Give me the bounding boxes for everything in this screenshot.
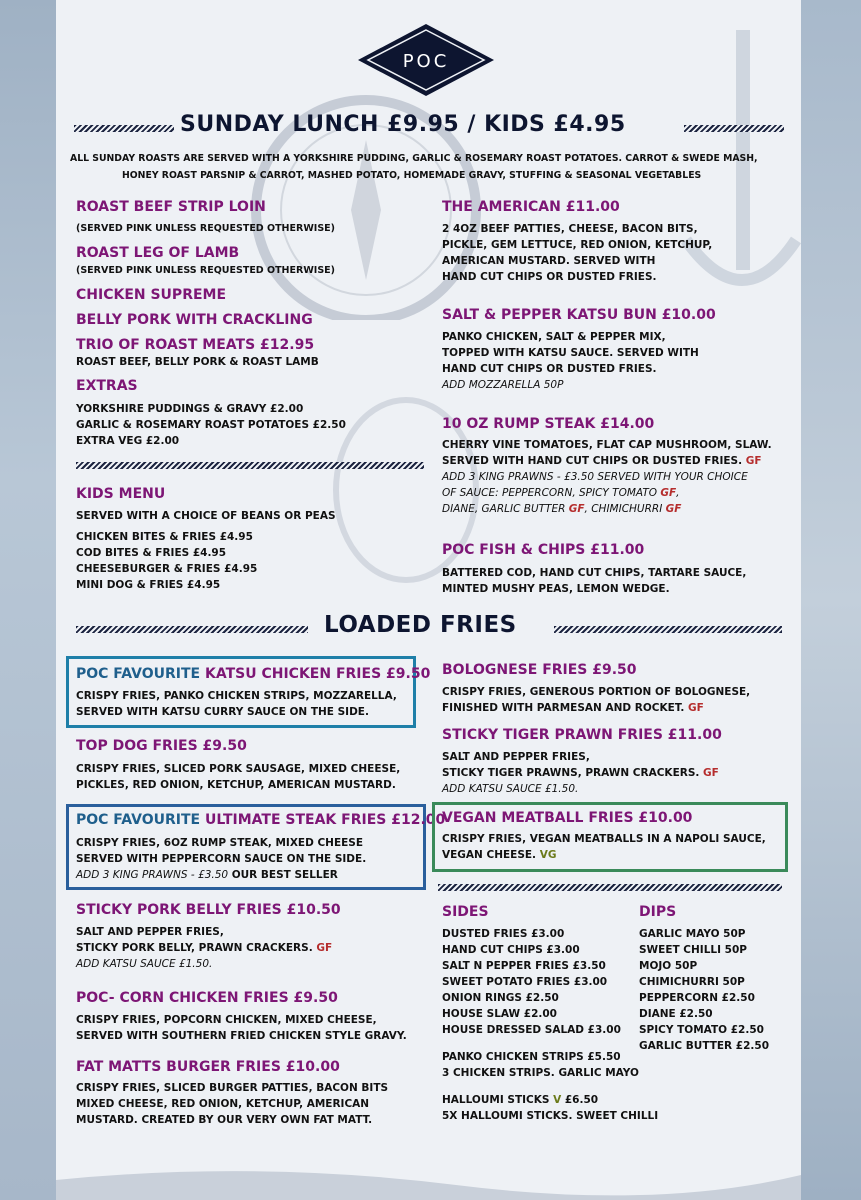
item-add bbox=[442, 502, 681, 517]
item-desc: MIXED CHEESE, RED ONION, KETCHUP, AMERICAN bbox=[76, 1098, 370, 1110]
item-katsu-bun: SALT & PEPPER KATSU BUN £10.00 bbox=[442, 307, 716, 323]
background-right-panel bbox=[801, 0, 861, 1200]
item-katsu-fries bbox=[76, 666, 430, 682]
gf-tag: GF bbox=[665, 503, 682, 515]
rump-add: OF SAUCE: PEPPERCORN, SPICY TOMATO bbox=[442, 487, 658, 499]
item-name: KATSU CHICKEN FRIES £9.50 bbox=[205, 666, 431, 682]
rope-divider bbox=[76, 626, 308, 633]
side-line: SWEET POTATO FRIES £3.00 bbox=[442, 976, 608, 988]
item-top-dog: TOP DOG FRIES £9.50 bbox=[76, 738, 247, 754]
kids-line: MINI DOG & FRIES £4.95 bbox=[76, 579, 221, 591]
item-note: (SERVED PINK UNLESS REQUESTED OTHERWISE) bbox=[76, 223, 336, 234]
dip-line: PEPPERCORN £2.50 bbox=[639, 992, 755, 1004]
item-desc: SALT AND PEPPER FRIES, bbox=[76, 926, 224, 938]
extras-line: GARLIC & ROSEMARY ROAST POTATOES £2.50 bbox=[76, 419, 346, 431]
v-tag: V bbox=[553, 1094, 562, 1106]
vegan-line: VEGAN CHEESE. bbox=[442, 849, 537, 861]
item-desc: CRISPY FRIES, VEGAN MEATBALLS IN A NAPOLI SAUCE, bbox=[442, 833, 766, 845]
sunday-title: SUNDAY LUNCH £9.95 / KIDS £4.95 bbox=[180, 112, 626, 137]
dip-line: DIANE £2.50 bbox=[639, 1008, 713, 1020]
gf-tag: GF bbox=[568, 503, 585, 515]
ship-illustration bbox=[56, 1130, 801, 1200]
item-desc: SERVED WITH PEPPERCORN SAUCE ON THE SIDE. bbox=[76, 853, 367, 865]
item-chicken-supreme: CHICKEN SUPREME bbox=[76, 287, 227, 303]
item-rump-steak: 10 OZ RUMP STEAK £14.00 bbox=[442, 416, 655, 432]
rope-divider bbox=[438, 884, 782, 891]
dips-title: DIPS bbox=[639, 904, 677, 920]
bolognese-line: FINISHED WITH PARMESAN AND ROCKET. bbox=[442, 702, 685, 714]
item-desc: CRISPY FRIES, GENEROUS PORTION OF BOLOGNESE, bbox=[442, 686, 751, 698]
loaded-title: LOADED FRIES bbox=[324, 612, 517, 638]
item-american: THE AMERICAN £11.00 bbox=[442, 199, 620, 215]
dip-line: CHIMICHURRI 50P bbox=[639, 976, 745, 988]
item-name: ULTIMATE STEAK FRIES £12.00 bbox=[205, 812, 446, 828]
best-seller: OUR BEST SELLER bbox=[231, 869, 338, 881]
pork-line: STICKY PORK BELLY, PRAWN CRACKERS. bbox=[76, 942, 313, 954]
side-line bbox=[442, 1093, 598, 1108]
item-desc: SERVED WITH KATSU CURRY SAUCE ON THE SIDE. bbox=[76, 706, 369, 718]
rope-divider bbox=[74, 125, 174, 132]
menu-page bbox=[56, 0, 801, 1200]
item-desc bbox=[442, 454, 762, 469]
item-add bbox=[76, 868, 338, 883]
kids-line: COD BITES & FRIES £4.95 bbox=[76, 547, 227, 559]
dip-line: SPICY TOMATO £2.50 bbox=[639, 1024, 764, 1036]
item-note: (SERVED PINK UNLESS REQUESTED OTHERWISE) bbox=[76, 265, 336, 276]
item-desc: PICKLE, GEM LETTUCE, RED ONION, KETCHUP, bbox=[442, 239, 713, 251]
comma: , bbox=[676, 487, 680, 499]
sunday-intro-1: ALL SUNDAY ROASTS ARE SERVED WITH A YORKSHIRE PUDDING, GARLIC & ROSEMARY ROAST POTATOES. CARROT & SWEDE MASH, bbox=[70, 153, 758, 164]
rope-divider bbox=[684, 125, 784, 132]
gf-tag: GF bbox=[660, 487, 677, 499]
item-add: ADD 3 KING PRAWNS - £3.50 SERVED WITH YOUR CHOICE bbox=[442, 471, 748, 483]
item-desc: MINTED MUSHY PEAS, LEMON WEDGE. bbox=[442, 583, 670, 595]
background-left-panel bbox=[0, 0, 56, 1200]
item-belly-pork: BELLY PORK WITH CRACKLING bbox=[76, 312, 313, 328]
item-steak-fries bbox=[76, 812, 445, 828]
side-line: HAND CUT CHIPS £3.00 bbox=[442, 944, 580, 956]
rump-line: SERVED WITH HAND CUT CHIPS OR DUSTED FRIES. bbox=[442, 455, 743, 467]
rump-add: DIANE, GARLIC BUTTER bbox=[442, 503, 566, 515]
gf-tag: GF bbox=[745, 455, 762, 467]
item-desc: SALT AND PEPPER FRIES, bbox=[442, 751, 590, 763]
halloumi-name: HALLOUMI STICKS bbox=[442, 1094, 550, 1106]
side-line: HOUSE DRESSED SALAD £3.00 bbox=[442, 1024, 621, 1036]
item-desc: CRISPY FRIES, 6OZ RUMP STEAK, MIXED CHEESE bbox=[76, 837, 364, 849]
item-vegan-meatball: VEGAN MEATBALL FRIES £10.00 bbox=[442, 810, 693, 826]
gf-tag: GF bbox=[703, 767, 719, 779]
tiger-line: STICKY TIGER PRAWNS, PRAWN CRACKERS. bbox=[442, 767, 700, 779]
gf-tag: GF bbox=[316, 942, 333, 954]
side-line: ONION RINGS £2.50 bbox=[442, 992, 559, 1004]
item-desc: CHERRY VINE TOMATOES, FLAT CAP MUSHROOM, SLAW. bbox=[442, 439, 772, 451]
item-desc bbox=[76, 941, 332, 956]
item-add: ADD KATSU SAUCE £1.50. bbox=[442, 783, 579, 795]
dip-line: GARLIC BUTTER £2.50 bbox=[639, 1040, 770, 1052]
rump-add: , CHIMICHURRI bbox=[584, 503, 663, 515]
extras-line: YORKSHIRE PUDDINGS & GRAVY £2.00 bbox=[76, 403, 304, 415]
poc-logo bbox=[356, 22, 496, 98]
item-desc: SERVED WITH SOUTHERN FRIED CHICKEN STYLE GRAVY. bbox=[76, 1030, 407, 1042]
item-add bbox=[442, 486, 680, 501]
logo-text: POC bbox=[402, 51, 450, 72]
item-desc: TOPPED WITH KATSU SAUCE. SERVED WITH bbox=[442, 347, 699, 359]
halloumi-price: £6.50 bbox=[564, 1094, 599, 1106]
kids-line: CHEESEBURGER & FRIES £4.95 bbox=[76, 563, 258, 575]
item-desc bbox=[442, 766, 719, 781]
item-desc: PICKLES, RED ONION, KETCHUP, AMERICAN MUSTARD. bbox=[76, 779, 396, 791]
vg-tag: VG bbox=[539, 849, 557, 861]
item-desc: MUSTARD. CREATED BY OUR VERY OWN FAT MATT. bbox=[76, 1114, 373, 1126]
item-fish-chips: POC FISH & CHIPS £11.00 bbox=[442, 542, 645, 558]
item-desc: CRISPY FRIES, SLICED PORK SAUSAGE, MIXED CHEESE, bbox=[76, 763, 401, 775]
item-desc bbox=[442, 848, 556, 863]
item-roast-beef: ROAST BEEF STRIP LOIN bbox=[76, 199, 266, 215]
item-desc: CRISPY FRIES, PANKO CHICKEN STRIPS, MOZZARELLA, bbox=[76, 690, 397, 702]
side-line: HOUSE SLAW £2.00 bbox=[442, 1008, 557, 1020]
item-trio: TRIO OF ROAST MEATS £12.95 bbox=[76, 337, 315, 353]
gf-tag: GF bbox=[687, 702, 704, 714]
item-bolognese: BOLOGNESE FRIES £9.50 bbox=[442, 662, 637, 678]
fav-label: POC FAVOURITE bbox=[76, 812, 201, 828]
item-fat-matts: FAT MATTS BURGER FRIES £10.00 bbox=[76, 1059, 340, 1075]
kids-title: KIDS MENU bbox=[76, 486, 166, 502]
rope-divider bbox=[76, 462, 424, 469]
item-pork-belly-fries: STICKY PORK BELLY FRIES £10.50 bbox=[76, 902, 341, 918]
side-line: 3 CHICKEN STRIPS. GARLIC MAYO bbox=[442, 1067, 639, 1079]
dip-line: SWEET CHILLI 50P bbox=[639, 944, 747, 956]
rope-divider bbox=[554, 626, 782, 633]
side-line: 5X HALLOUMI STICKS. SWEET CHILLI bbox=[442, 1110, 659, 1122]
side-line: SALT N PEPPER FRIES £3.50 bbox=[442, 960, 606, 972]
steak-add: ADD 3 KING PRAWNS - £3.50 bbox=[76, 869, 229, 881]
kids-line: CHICKEN BITES & FRIES £4.95 bbox=[76, 531, 253, 543]
kids-sub: SERVED WITH A CHOICE OF BEANS OR PEAS bbox=[76, 510, 336, 522]
item-desc: PANKO CHICKEN, SALT & PEPPER MIX, bbox=[442, 331, 666, 343]
item-desc: HAND CUT CHIPS OR DUSTED FRIES. bbox=[442, 271, 657, 283]
item-desc: AMERICAN MUSTARD. SERVED WITH bbox=[442, 255, 656, 267]
item-roast-lamb: ROAST LEG OF LAMB bbox=[76, 245, 240, 261]
sunday-intro-2: HONEY ROAST PARSNIP & CARROT, MASHED POTATO, HOMEMADE GRAVY, STUFFING & SEASONAL VEGETABLES bbox=[122, 170, 702, 181]
item-desc bbox=[442, 701, 704, 716]
dip-line: GARLIC MAYO 50P bbox=[639, 928, 746, 940]
item-add: ADD MOZZARELLA 50P bbox=[442, 379, 564, 391]
fav-label: POC FAVOURITE bbox=[76, 666, 201, 682]
item-add: ADD KATSU SAUCE £1.50. bbox=[76, 958, 213, 970]
item-desc: CRISPY FRIES, SLICED BURGER PATTIES, BACON BITS bbox=[76, 1082, 389, 1094]
sides-title: SIDES bbox=[442, 904, 489, 920]
dip-line: MOJO 50P bbox=[639, 960, 698, 972]
item-desc: ROAST BEEF, BELLY PORK & ROAST LAMB bbox=[76, 356, 319, 368]
item-desc: CRISPY FRIES, POPCORN CHICKEN, MIXED CHEESE, bbox=[76, 1014, 377, 1026]
item-desc: BATTERED COD, HAND CUT CHIPS, TARTARE SAUCE, bbox=[442, 567, 747, 579]
extras-title: EXTRAS bbox=[76, 378, 138, 394]
side-line: PANKO CHICKEN STRIPS £5.50 bbox=[442, 1051, 621, 1063]
item-corn-chicken: POC- CORN CHICKEN FRIES £9.50 bbox=[76, 990, 338, 1006]
side-line: DUSTED FRIES £3.00 bbox=[442, 928, 565, 940]
item-tiger-prawn: STICKY TIGER PRAWN FRIES £11.00 bbox=[442, 727, 722, 743]
item-desc: HAND CUT CHIPS OR DUSTED FRIES. bbox=[442, 363, 657, 375]
item-desc: 2 4OZ BEEF PATTIES, CHEESE, BACON BITS, bbox=[442, 223, 698, 235]
extras-line: EXTRA VEG £2.00 bbox=[76, 435, 180, 447]
